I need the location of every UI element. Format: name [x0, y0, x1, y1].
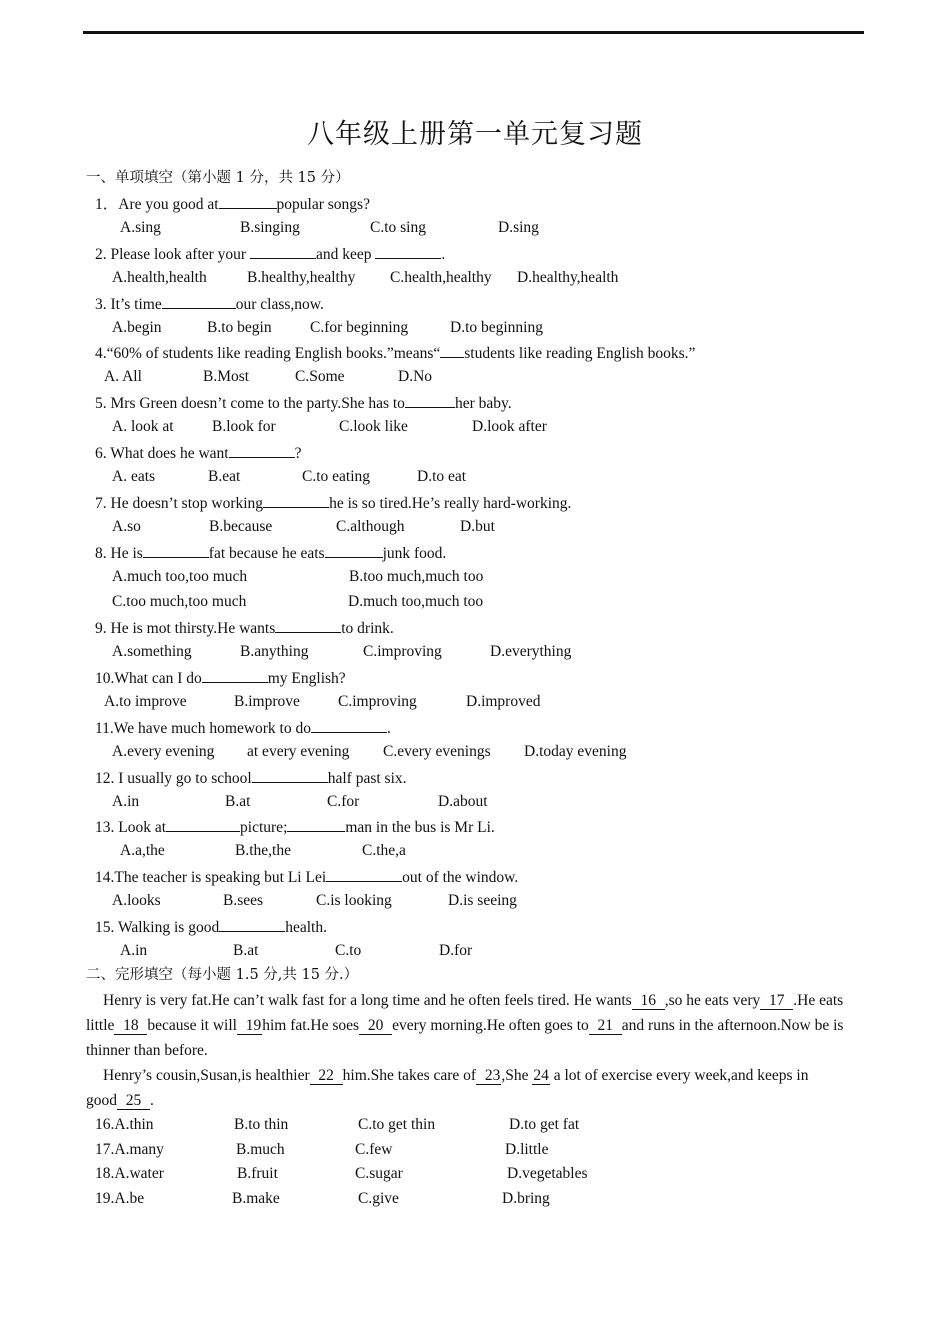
- q7-option-a: A.so: [112, 518, 141, 535]
- q17-option-b: B.much: [236, 1141, 285, 1158]
- q12-option-d: D.about: [438, 793, 488, 810]
- q1-option-c: C.to sing: [370, 219, 426, 236]
- q13-option-c: C.the,a: [362, 842, 406, 859]
- question-7: 7. He doesn’t stop working he is so tired.He’s really hard-working.: [95, 492, 571, 514]
- q16-option-a: 16.A.thin: [95, 1116, 154, 1133]
- q17-option-a: 17.A.many: [95, 1141, 164, 1158]
- q8-option-d: D.much too,much too: [348, 593, 484, 610]
- q16-option-b: B.to thin: [234, 1116, 289, 1133]
- q19-option-a: 19.A.be: [95, 1190, 145, 1207]
- q13-option-a: A.a,the: [120, 842, 165, 859]
- q4-option-c: C.Some: [295, 368, 345, 385]
- question-5: 5. Mrs Green doesn’t come to the party.She has to her baby.: [95, 392, 512, 414]
- q5-option-d: D.look after: [472, 418, 547, 435]
- q10-option-c: C.improving: [338, 693, 417, 710]
- q18-option-c: C.sugar: [355, 1165, 403, 1182]
- q6-option-d: D.to eat: [417, 468, 467, 485]
- q7-option-c: C.although: [336, 518, 405, 535]
- q12-option-c: C.for: [327, 793, 360, 810]
- question-10: 10.What can I do my English?: [95, 667, 346, 689]
- q14-option-c: C.is looking: [316, 892, 392, 909]
- q14-option-a: A.looks: [112, 892, 161, 909]
- q6-option-b: B.eat: [208, 468, 241, 485]
- q11-option-d: D.today evening: [524, 743, 627, 760]
- q7-option-b: B.because: [209, 518, 273, 535]
- q10-option-b: B.improve: [234, 693, 300, 710]
- q3-option-b: B.to begin: [207, 319, 272, 336]
- q10-option-a: A.to improve: [104, 693, 187, 710]
- q16-option-c: C.to get thin: [358, 1116, 436, 1133]
- q19-option-b: B.make: [232, 1190, 280, 1207]
- q17-option-d: D.little: [505, 1141, 549, 1158]
- q18-option-d: D.vegetables: [507, 1165, 588, 1182]
- q11-option-a: A.every evening: [112, 743, 215, 760]
- q6-option-c: C.to eating: [302, 468, 371, 485]
- cloze-paragraph-2: Henry’s cousin,Susan,is healthier 22 him.She takes care of 23,She 24 a lot of exercise every week,and keeps in good 25 .: [86, 1067, 809, 1109]
- q17-option-c: C.few: [355, 1141, 393, 1158]
- q9-option-c: C.improving: [363, 643, 442, 660]
- question-14: 14.The teacher is speaking but Li Lei out of the window.: [95, 866, 518, 888]
- q3-option-c: C.for beginning: [310, 319, 409, 336]
- q15-option-a: A.in: [120, 942, 148, 959]
- q12-option-b: B.at: [225, 793, 251, 810]
- q8-option-c: C.too much,too much: [112, 593, 247, 610]
- q6-option-a: A. eats: [112, 468, 156, 485]
- q2-option-b: B.healthy,healthy: [247, 269, 356, 286]
- q5-option-c: C.look like: [339, 418, 408, 435]
- q9-option-d: D.everything: [490, 643, 572, 660]
- question-9: 9. He is mot thirsty.He wants to drink.: [95, 617, 394, 639]
- question-13: 13. Look at picture; man in the bus is Mr Li.: [95, 816, 495, 838]
- q18-option-a: 18.A.water: [95, 1165, 164, 1182]
- question-15: 15. Walking is good health.: [95, 916, 327, 938]
- q4-option-a: A. All: [104, 368, 142, 385]
- q14-option-d: D.is seeing: [448, 892, 517, 909]
- q13-option-b: B.the,the: [235, 842, 291, 859]
- question-4: 4.“60% of students like reading English books.”means“ students like reading English books.”: [95, 342, 695, 364]
- q15-option-b: B.at: [233, 942, 259, 959]
- q7-option-d: D.but: [460, 518, 495, 535]
- q9-option-b: B.anything: [240, 643, 309, 660]
- question-2: 2. Please look after your and keep .: [95, 243, 445, 265]
- section-1-header: 一、单项填空（第小题 1 分，共 15 分）: [86, 170, 350, 186]
- question-8: 8. He is fat because he eats junk food.: [95, 542, 446, 564]
- q9-option-a: A.something: [112, 643, 192, 660]
- q11-option-c: C.every evenings: [383, 743, 491, 760]
- q16-option-d: D.to get fat: [509, 1116, 580, 1133]
- q1-option-d: D.sing: [498, 219, 539, 236]
- q2-option-d: D.healthy,health: [517, 269, 619, 286]
- q3-option-a: A.begin: [112, 319, 162, 336]
- q3-option-d: D.to beginning: [450, 319, 543, 336]
- q8-option-a: A.much too,too much: [112, 568, 248, 585]
- q4-option-d: D.No: [398, 368, 433, 385]
- q19-option-c: C.give: [358, 1190, 399, 1207]
- q1-option-a: A.sing: [120, 219, 161, 236]
- question-1: 1．Are you good at popular songs?: [95, 193, 370, 215]
- q15-option-d: D.for: [439, 942, 473, 959]
- question-11: 11.We have much homework to do .: [95, 717, 391, 739]
- q19-option-d: D.bring: [502, 1190, 550, 1207]
- q1-option-b: B.singing: [240, 219, 300, 236]
- q2-option-c: C.health,healthy: [390, 269, 492, 286]
- q11-option-b: at every evening: [247, 743, 350, 760]
- q15-option-c: C.to: [335, 942, 362, 959]
- section-2-header: 二、完形填空（每小题 1.5 分,共 15 分.）: [86, 967, 359, 983]
- question-12: 12. I usually go to school half past six.: [95, 767, 407, 789]
- top-rule: [83, 31, 864, 34]
- question-6: 6. What does he want ?: [95, 442, 301, 464]
- q2-option-a: A.health,health: [112, 269, 207, 286]
- q18-option-b: B.fruit: [237, 1165, 278, 1182]
- q12-option-a: A.in: [112, 793, 140, 810]
- page-title: 八年级上册第一单元复习题: [307, 119, 643, 150]
- question-3: 3. It’s time our class,now.: [95, 293, 324, 315]
- q5-option-b: B.look for: [212, 418, 276, 435]
- cloze-paragraph-1: Henry is very fat.He can’t walk fast for a long time and he often feels tired. He wants 16 ,so he eats very 17 .He eats little 18 because it will 19him fat.He soes 20 every morning.He often goes to 21 and runs in the afternoon.Now be is thinner than before.: [86, 992, 844, 1059]
- q14-option-b: B.sees: [223, 892, 264, 909]
- q5-option-a: A. look at: [112, 418, 174, 435]
- q10-option-d: D.improved: [466, 693, 541, 710]
- q8-option-b: B.too much,much too: [349, 568, 484, 585]
- q4-option-b: B.Most: [203, 368, 250, 385]
